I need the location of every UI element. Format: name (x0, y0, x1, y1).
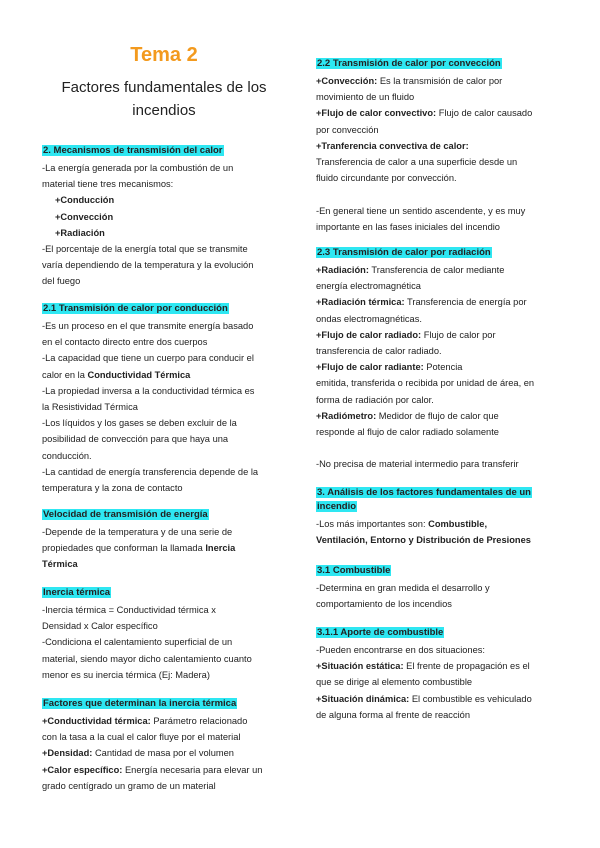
section-heading-cont: incendio (317, 501, 357, 512)
section-combustible: 3.1 Combustible -Determina en gran medida el desarrollo y comportamiento de los incendios (316, 565, 490, 610)
section-heading: Inercia térmica (43, 587, 111, 598)
section-heading: 2.2 Transmisión de calor por convección (317, 58, 501, 69)
section-factores-inercia: Factores que determinan la inercia térmica +Conductividad térmica: Parámetro relacionado con la tasa a la cual el calor fluye por el material +Densidad: Cantidad de masa por el volumen +Calor específico: Energía necesaria para elevar un grado centígrado un gramo de un material (42, 698, 263, 791)
section-heading: 3. Análisis de los factores fundamentales de un (317, 487, 531, 498)
right-column (316, 0, 556, 848)
section-conveccion: 2.2 Transmisión de calor por convección +Convección: Es la transmisión de calor por movimiento de un fluido +Flujo de calor convectivo: Flujo de calor causado por convección +Tranferencia convectiva de calor: Transferencia de calor a una superficie desde un fluido circundante por convección. -En general tiene un sentido ascendente, y es muy importante en las fases iniciales del incendio (316, 58, 533, 232)
section-heading: Velocidad de transmisión de energía (43, 509, 208, 520)
section-inercia: Inercia térmica -Inercia térmica = Conductividad térmica x Densidad x Calor específico -Condiciona el calentamiento superficial de un material, siendo mayor dicho calentamiento cuanto menor es su inercia térmica (Ej: Madera) (42, 587, 252, 680)
section-analisis: 3. Análisis de los factores fundamentales de un incendio -Los más importantes son: Combustible, Ventilación, Entorno y Distribución de Presiones (316, 487, 531, 546)
section-heading: 3.1.1 Aporte de combustible (317, 627, 444, 638)
section-heading: 2.1 Transmisión de calor por conducción (43, 303, 228, 314)
section-heading: 2.3 Transmisión de calor por radiación (317, 247, 491, 258)
section-heading: 2. Mecanismos de transmisión del calor (43, 145, 223, 156)
page-subtitle: Factores fundamentales de los incendios (61, 79, 267, 119)
section-heading: 3.1 Combustible (317, 565, 391, 576)
section-velocidad: Velocidad de transmisión de energía -Depende de la temperatura y de una serie de propiedades que conforman la llamada Inercia Térmica (42, 509, 236, 570)
section-aporte-combustible: 3.1.1 Aporte de combustible -Pueden encontrarse en dos situaciones: +Situación estática: El frente de propagación es el que se dirige al elemento combustible +Situación dinámica: El combustible es vehiculado de alguna forma al frente de reacción (316, 627, 532, 720)
section-radiacion: 2.3 Transmisión de calor por radiación +Radiación: Transferencia de calor mediante energía electromagnética +Radiación térmica: Transferencia de energía por ondas electromagnéticas. +Flujo de calor radiado: Flujo de calor por transferencia de calor radiado. +Flujo de calor radiante: Potencia emitida, transferida o recibida por unidad de área, en forma de radiación por calor. +Radiómetro: Medidor de flujo de calor que responde al flujo de calor radiado solamente -No precisa de material intermedio para transferir (316, 247, 535, 470)
left-column (42, 0, 286, 848)
section-mecanismos: 2. Mecanismos de transmisión del calor -La energía generada por la combustión de un material tiene tres mecanismos: +Conducción +Convección +Radiación -El porcentaje de la energía total que se transmite varía dependiendo de la temperatura y la evolución del fuego (42, 145, 254, 287)
section-conduccion: 2.1 Transmisión de calor por conducción -Es un proceso en el que transmite energía basado en el contacto directo entre dos cuerpos -La capacidad que tiene un cuerpo para conducir el calor en la Conductividad Térmica -La propiedad inversa a la conductividad térmica es la Resistividad Térmica -Los líquidos y los gases se deben excluir de la posibilidad de convección para que haya una conducción. -La cantidad de energía transferencia depende de la temperatura y la zona de contacto (42, 303, 259, 494)
section-heading: Factores que determinan la inercia térmica (43, 698, 237, 709)
page-title: Tema 2 (130, 44, 198, 66)
